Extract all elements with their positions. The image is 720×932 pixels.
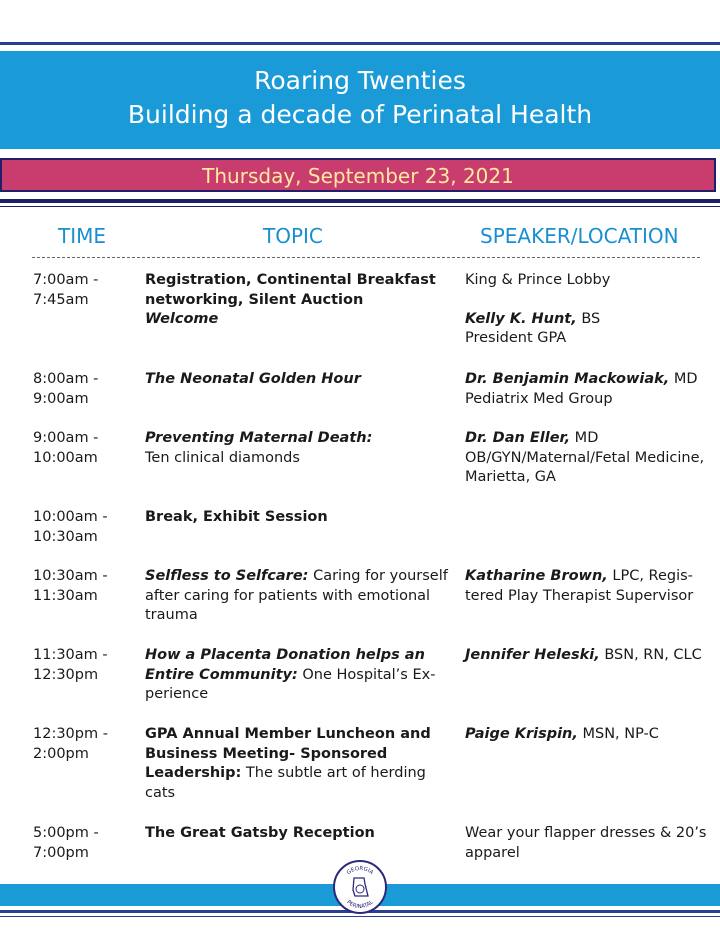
svg-text:GEORGIA: GEORGIA — [345, 865, 375, 877]
title-line-1: Roaring Twenties — [254, 66, 466, 95]
georgia-perinatal-logo-icon — [333, 860, 387, 914]
mid-rule — [0, 199, 720, 203]
title-line-2: Building a decade of Perinatal Health — [127, 100, 593, 129]
col-speaker: SPEAKER/LOCATION — [480, 224, 679, 248]
speaker-cell: Dr. Benjamin Mackowiak, MD Pediatrix Med Group — [465, 371, 698, 407]
top-rule-thin — [0, 42, 720, 45]
topic-cell: Preventing Maternal Death: Ten clinical diamonds — [145, 430, 373, 466]
time-cell: 10:00am - 10:30am — [33, 509, 108, 545]
speaker-cell: Jennifer Heleski, BSN, RN, CLC — [465, 647, 702, 663]
header-divider — [32, 257, 700, 258]
speaker-cell: Dr. Dan Eller, MD OB/GYN/Maternal/Fetal Medicine, Marietta, GA — [465, 430, 705, 485]
speaker-cell: Paige Krispin, MSN, NP-C — [465, 726, 659, 742]
svg-text:PERINATAL: PERINATAL — [345, 899, 375, 911]
topic-cell: Selfless to Selfcare: Caring for yourself after caring for patients with emotional trauma — [145, 568, 448, 623]
time-cell: 7:00am - 7:45am — [33, 272, 99, 308]
time-cell: 10:30am - 11:30am — [33, 568, 108, 604]
footer-rule-thin — [0, 916, 720, 917]
topic-cell: GPA Annual Member Luncheon and Business Meeting- Sponsored Leadership: The subtle art of herding cats — [145, 726, 431, 801]
topic-cell: How a Placenta Donation helps an Entire Community: One Hospital’s Ex- perience — [145, 647, 436, 702]
time-cell: 5:00pm - 7:00pm — [33, 825, 99, 861]
time-cell: 9:00am - 10:00am — [33, 430, 99, 466]
topic-cell: The Great Gatsby Reception — [145, 825, 375, 841]
topic-cell: Break, Exhibit Session — [145, 509, 328, 525]
speaker-cell: Wear your flapper dresses & 20’s apparel — [465, 825, 707, 861]
col-time: TIME — [58, 224, 107, 248]
speaker-cell: Katharine Brown, LPC, Regis- tered Play Therapist Supervisor — [465, 568, 694, 604]
col-topic: TOPIC — [263, 224, 323, 248]
topic-cell: The Neonatal Golden Hour — [145, 371, 361, 387]
date-banner: Thursday, September 23, 2021 — [0, 158, 716, 192]
time-cell: 11:30am - 12:30pm — [33, 647, 108, 683]
mid-rule-thin — [0, 206, 720, 207]
time-cell: 8:00am - 9:00am — [33, 371, 99, 407]
title-banner — [0, 51, 720, 149]
topic-cell: Registration, Continental Breakfast networking, Silent Auction Welcome — [145, 272, 436, 327]
speaker-cell: King & Prince Lobby Kelly K. Hunt, BS President GPA — [465, 272, 611, 346]
time-cell: 12:30pm - 2:00pm — [33, 726, 108, 762]
